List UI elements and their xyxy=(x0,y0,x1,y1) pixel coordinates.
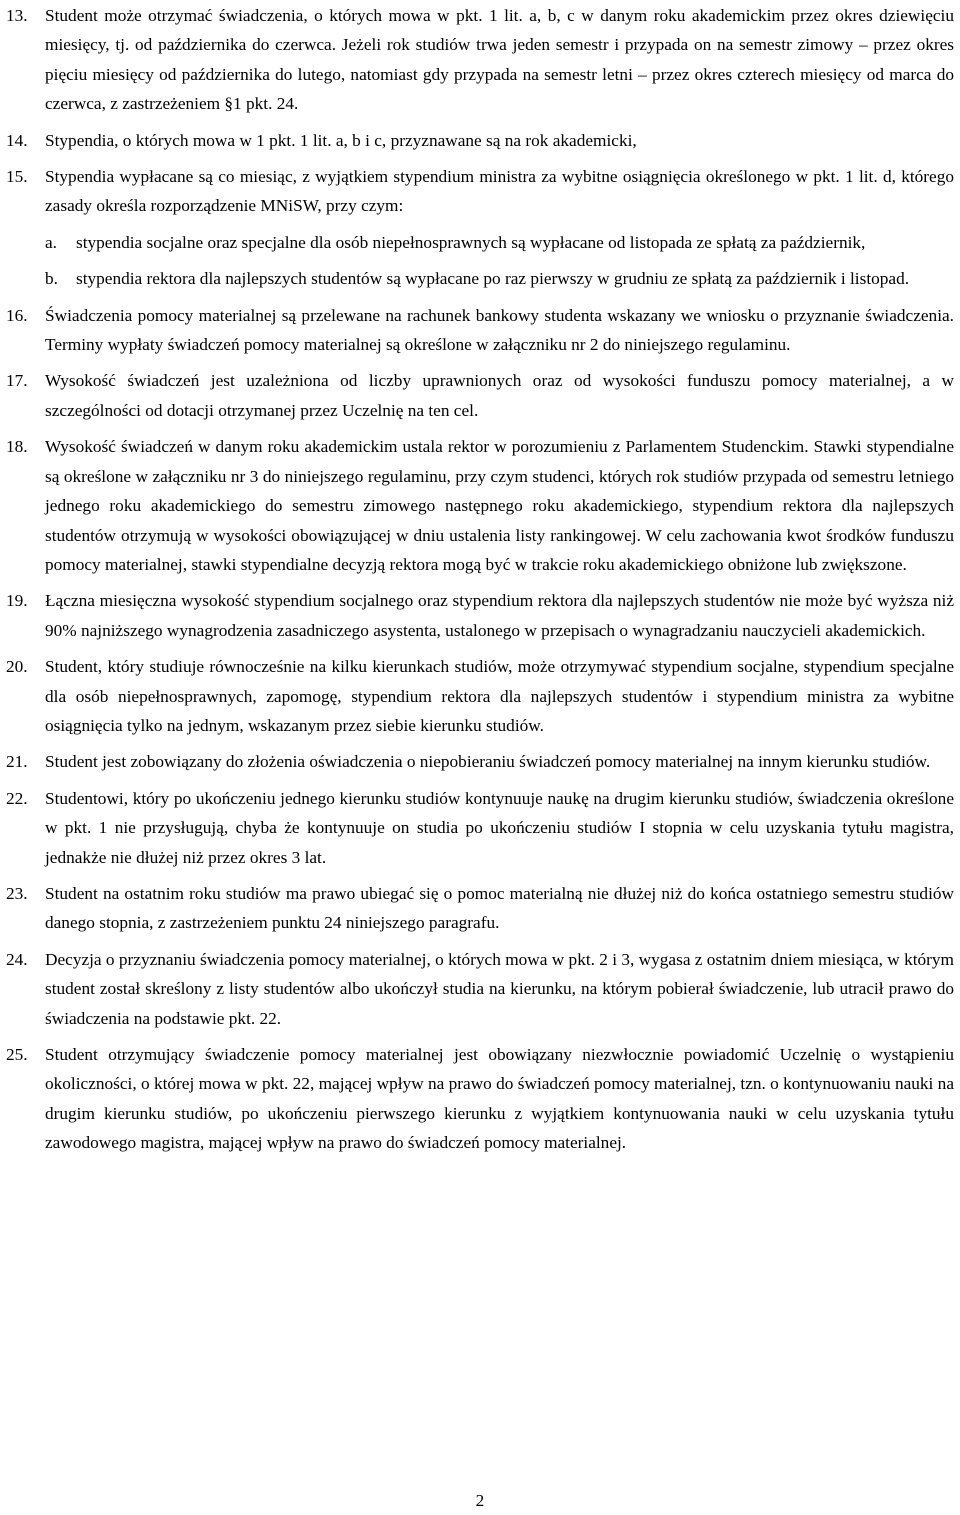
list-item-13 xyxy=(6,1,954,119)
item-text: Wysokość świadczeń jest uzależniona od liczby uprawnionych oraz od wysokości funduszu pomocy materialnej, a w szczególności od dotacji otrzymanej przez Uczelnię na ten cel. xyxy=(45,371,954,420)
item-text: Studentowi, który po ukończeniu jednego kierunku studiów kontynuuje naukę na drugim kierunku studiów, świadczenia określone w pkt. 1 nie przysługują, chyba że kontynuuje on studia po ukończeniu studiów I stopnia w celu uzyskania tytułu magistra, jednakże nie dłużej niż przez okres 3 lat. xyxy=(45,788,954,867)
item-text: Student na ostatnim roku studiów ma prawo ubiegać się o pomoc materialną nie dłużej niż do końca ostatniego semestru studiów danego stopnia, z zastrzeżeniem punktu 24 niniejszego paragrafu. xyxy=(45,883,954,933)
list-item-19 xyxy=(6,586,954,645)
item-number: 22. xyxy=(6,788,28,808)
item-number: 18. xyxy=(6,437,28,457)
sub-item-15b xyxy=(45,264,954,293)
list-item-14 xyxy=(6,126,954,155)
sub-item-text: stypendia socjalne oraz specjalne dla osób niepełnosprawnych są wypłacane od listopada ze spłatą za październik, xyxy=(76,232,866,252)
item-text: Wysokość świadczeń w danym roku akademickim ustala rektor w porozumieniu z Parlamentem Studenckim. Stawki stypendialne są określone w załączniku nr 3 do niniejszego regulaminu, przy czym studenci, których rok studiów przypada od semestru letniego jednego roku akademickiego do semestru zimowego następnego roku akademickiego, stypendium rektora dla najlepszych studentów otrzymują w wysokości obowiązującej w dniu ustalenia listy rankingowej. W celu zachowania kwot środków funduszu pomocy materialnej, stawki stypendialne decyzją rektora mogą być w trakcie roku akademickiego obniżone lub zwiększone. xyxy=(45,437,954,574)
item-number: 21. xyxy=(6,752,28,772)
list-item-18 xyxy=(6,432,954,579)
sub-item-letter: a. xyxy=(45,232,57,252)
item-number: 25. xyxy=(6,1045,28,1064)
sub-item-text: stypendia rektora dla najlepszych studentów są wypłacane po raz pierwszy w grudniu ze spłatą za październik i listopad. xyxy=(76,269,910,289)
item-text: Łączna miesięczna wysokość stypendium socjalnego oraz stypendium rektora dla najlepszych studentów nie może być wyższa niż 90% najniższego wynagrodzenia zasadniczego asystenta, ustalonego w przepisach o wynagradzaniu nauczycieli akademickich. xyxy=(45,591,954,640)
page-number: 2 xyxy=(475,1491,485,1510)
item-text: Student, który studiuje równocześnie na kilku kierunkach studiów, może otrzymywać stypendium socjalne, stypendium specjalne dla osób niepełnosprawnych, zapomogę, stypendium rektora dla najlepszych studentów i stypendium ministra za wybitne osiągnięcia tylko na jednym, wskazanym przez siebie kierunku studiów. xyxy=(45,657,954,735)
item-number: 15. xyxy=(6,167,28,187)
sub-item-letter: b. xyxy=(45,269,58,289)
item-text: Student otrzymujący świadczenie pomocy materialnej jest obowiązany niezwłocznie powiadomić Uczelnię o wystąpieniu okoliczności, o której mowa w pkt. 22, mającej wpływ na prawo do świadczeń pomocy materialnej, tzn. o kontynuowaniu nauki na drugim kierunku studiów, po ukończeniu pierwszego kierunku z wyjątkiem kontynuowania nauki w celu uzyskania tytułu zawodowego magistra, mającej wpływ na prawo do świadczeń pomocy materialnej. xyxy=(45,1045,954,1153)
list-item-25 xyxy=(6,1040,954,1158)
sub-item-15a xyxy=(45,228,954,257)
item-text: Świadczenia pomocy materialnej są przelewane na rachunek bankowy studenta wskazany we wniosku o przyznanie świadczenia. Terminy wypłaty świadczeń pomocy materialnej są określone w załączniku nr 2 do niniejszego regulaminu. xyxy=(45,305,954,355)
item-number: 14. xyxy=(6,130,28,150)
item-number: 23. xyxy=(6,883,28,903)
list-item-17 xyxy=(6,366,954,425)
item-number: 20. xyxy=(6,657,28,677)
item-text: Decyzja o przyznaniu świadczenia pomocy materialnej, o których mowa w pkt. 2 i 3, wygasa z ostatnim dniem miesiąca, w którym student został skreślony z listy studentów albo ukończył studia na kierunku, na którym pobierał świadczenie, lub utracił prawo do świadczenia na podstawie pkt. 22. xyxy=(45,949,954,1028)
item-number: 16. xyxy=(6,305,28,325)
list-item-24 xyxy=(6,945,954,1033)
list-item-21 xyxy=(6,747,954,776)
list-item-20 xyxy=(6,652,954,740)
item-text: Student może otrzymać świadczenia, o których mowa w pkt. 1 lit. a, b, c w danym roku akademickim przez okres dziewięciu miesięcy, tj. od października do czerwca. Jeżeli rok studiów trwa jeden semestr i przypada on na semestr zimowy – przez okres pięciu miesięcy od października do lutego, natomiast gdy przypada na semestr letni – przez okres czterech miesięcy od marca do czerwca, z zastrzeżeniem §1 pkt. 24. xyxy=(45,6,954,114)
list-item-22 xyxy=(6,784,954,872)
item-number: 17. xyxy=(6,371,28,391)
item-text: Stypendia, o których mowa w 1 pkt. 1 lit. a, b i c, przyznawane są na rok akademicki, xyxy=(45,130,637,150)
list-item-15 xyxy=(6,162,954,221)
item-number: 24. xyxy=(6,949,28,969)
item-text: Student jest zobowiązany do złożenia oświadczenia o niepobieraniu świadczeń pomocy materialnej na innym kierunku studiów. xyxy=(45,752,931,772)
item-number: 13. xyxy=(6,6,28,25)
list-item-23 xyxy=(6,879,954,938)
list-item-16 xyxy=(6,301,954,360)
item-text: Stypendia wypłacane są co miesiąc, z wyjątkiem stypendium ministra za wybitne osiągnięcia określonego w pkt. 1 lit. d, którego zasady określa rozporządzenie MNiSW, przy czym: xyxy=(45,167,954,216)
item-number: 19. xyxy=(6,591,28,611)
